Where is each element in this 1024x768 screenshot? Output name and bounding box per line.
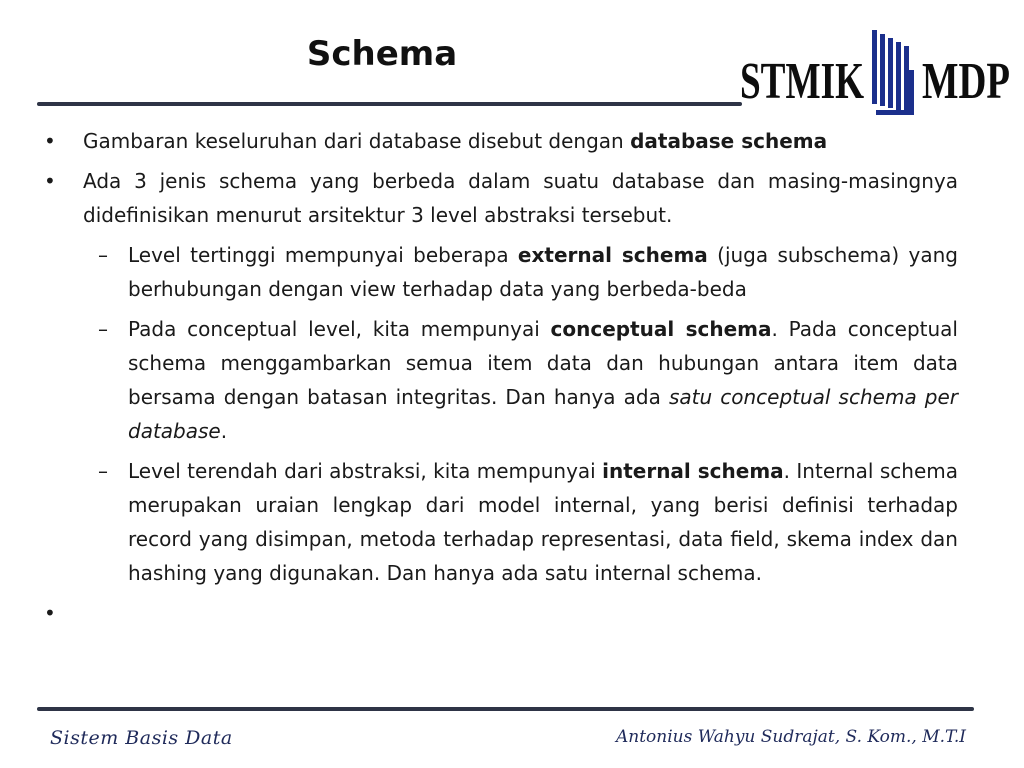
slide-title: Schema <box>306 34 458 74</box>
dash-marker: – <box>98 243 108 267</box>
sub-bullet-item <box>98 238 958 306</box>
logo-text-mdp: MDP <box>922 53 1010 110</box>
sub-bullet-emphasis: conceptual schema <box>550 317 772 341</box>
bullet-marker: • <box>44 129 56 153</box>
dash-marker: – <box>98 317 108 341</box>
footer-course-title: Sistem Basis Data <box>50 727 233 749</box>
sub-bullet-text: Pada conceptual level, kita mempunyai <box>128 317 551 341</box>
bullet-marker: • <box>44 169 56 193</box>
sub-bullet-emphasis: external schema <box>517 243 708 267</box>
sub-bullet-text: . <box>220 419 228 443</box>
stmik-mdp-logo <box>738 26 1014 118</box>
sub-bullet-text: Level terendah dari abstraksi, kita mempunyai <box>128 459 603 483</box>
footer-divider <box>37 707 974 711</box>
sub-bullet-item <box>98 312 959 448</box>
sub-bullet-text: . Internal schema merupakan uraian lengkap dari model internal, yang berisi definisi terhadap record yang disimpan, metoda terhadap representasi, data field, skema index dan hashing yang digunakan. Dan hanya ada satu internal schema. <box>128 459 958 585</box>
bullet-item <box>44 124 958 158</box>
sub-bullet-item <box>98 454 958 590</box>
bullet-item <box>44 164 958 232</box>
bullet-emphasis: database schema <box>630 129 828 153</box>
dash-marker: – <box>98 459 108 483</box>
bullet-text: Ada 3 jenis schema yang berbeda dalam suatu database dan masing-masingnya didefinisikan menurut arsitektur 3 level abstraksi tersebut. <box>83 169 958 227</box>
empty-bullet-item <box>44 596 958 630</box>
title-divider <box>37 102 742 106</box>
logo-emblem <box>872 30 914 115</box>
sub-bullet-text: Level tertinggi mempunyai beberapa <box>128 243 518 267</box>
footer-author: Antonius Wahyu Sudrajat, S. Kom., M.T.I <box>615 727 966 747</box>
sub-bullet-text: (juga subschema) yang berhubungan dengan view terhadap data yang berbeda-beda <box>128 243 958 301</box>
sub-bullet-text: . Pada conceptual schema menggambarkan semua item data dan hubungan antara item data bersama dengan batasan integritas. Dan hanya ada <box>128 317 958 409</box>
slide-body <box>44 124 958 630</box>
bullet-text: Gambaran keseluruhan dari database disebut dengan <box>83 129 631 153</box>
logo-text-stmik: STMIK <box>740 53 865 110</box>
sub-bullet-italic: satu conceptual schema per database <box>128 385 959 443</box>
bullet-marker: • <box>44 601 56 625</box>
sub-bullet-emphasis: internal schema <box>602 459 784 483</box>
